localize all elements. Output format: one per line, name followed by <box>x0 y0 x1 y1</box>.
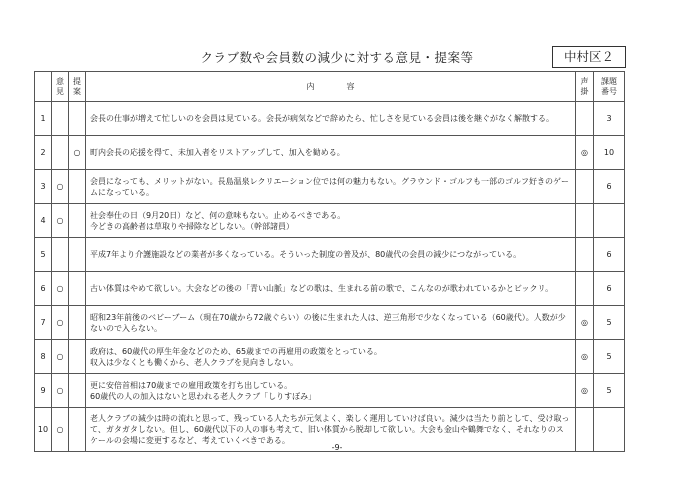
header-content: 内 容 <box>86 72 576 102</box>
header-no <box>35 72 52 102</box>
row-content: 古い体質はやめて欲しい。大会などの後の「青い山脈」などの歌は、生まれる前の歌で、こんなのが歌われているかとビックリ。 <box>86 272 576 306</box>
iken-mark: ○ <box>52 204 69 238</box>
kadai-number: 10 <box>594 136 625 170</box>
header-koekake: 声 掛 <box>576 72 594 102</box>
kadai-number: 6 <box>594 238 625 272</box>
table-row <box>35 374 625 408</box>
table-row <box>35 136 625 170</box>
kadai-number: 5 <box>594 340 625 374</box>
teian-mark <box>69 102 86 136</box>
header-iken: 意 見 <box>52 72 69 102</box>
row-content: 老人クラブの減少は時の流れと思って、残っている人たちが元気よく、楽しく運用していけば良い。減少は当たり前として、受け取って、ガタガタしない。但し、60歳代以下の人の事も考えて、旧い体質から脱却して欲しい。大会も金山や鶴舞でなく、それなりのスケールの会場に変更するなど、考えていくべきである。 <box>86 408 576 452</box>
teian-mark <box>69 204 86 238</box>
teian-mark <box>69 374 86 408</box>
iken-mark <box>52 136 69 170</box>
table-header-row <box>35 72 625 102</box>
koekake-mark: ◎ <box>576 340 594 374</box>
iken-mark: ○ <box>52 306 69 340</box>
table-row <box>35 204 625 238</box>
teian-mark: ○ <box>69 136 86 170</box>
row-number: 10 <box>35 408 52 452</box>
koekake-mark: ◎ <box>576 136 594 170</box>
teian-mark <box>69 306 86 340</box>
table-row <box>35 340 625 374</box>
iken-mark: ○ <box>52 272 69 306</box>
teian-mark <box>69 340 86 374</box>
koekake-mark <box>576 272 594 306</box>
row-content: 会員になっても、メリットがない。長島温泉レクリエーション位では何の魅力もない。グラウンド・ゴルフも一部のゴルフ好きのゲームになっている。 <box>86 170 576 204</box>
kadai-number: 5 <box>594 374 625 408</box>
iken-mark: ○ <box>52 408 69 452</box>
row-number: 1 <box>35 102 52 136</box>
table-row <box>35 238 625 272</box>
table-row <box>35 102 625 136</box>
row-number: 8 <box>35 340 52 374</box>
page-number: -9- <box>331 443 343 452</box>
row-content: 社会奉仕の日（9月20日）など、何の意味もない。止めるべきである。 今どきの高齢者は草取りや掃除などしない。（幹部諸員） <box>86 204 576 238</box>
header-teian: 提 案 <box>69 72 86 102</box>
row-number: 5 <box>35 238 52 272</box>
iken-mark <box>52 238 69 272</box>
koekake-mark: ◎ <box>576 374 594 408</box>
row-number: 9 <box>35 374 52 408</box>
district-label: 中村区２ <box>552 46 626 68</box>
row-content: 会長の仕事が増えて忙しいのを会員は見ている。会長が病気などで辞めたら、忙しさを見ている会員は後を継ぐがなく解散する。 <box>86 102 576 136</box>
iken-mark: ○ <box>52 340 69 374</box>
table-row <box>35 170 625 204</box>
row-content: 平成7年より介護施設などの業者が多くなっている。そういった制度の普及が、80歳代の会員の減少につながっている。 <box>86 238 576 272</box>
row-number: 7 <box>35 306 52 340</box>
kadai-number: 3 <box>594 102 625 136</box>
header-kadai: 課題 番号 <box>594 72 625 102</box>
teian-mark <box>69 272 86 306</box>
row-content: 政府は、60歳代の厚生年金などのため、65歳までの再雇用の政策をとっている。 収入は少なくとも働くから、老人クラブを見向きしない。 <box>86 340 576 374</box>
row-number: 2 <box>35 136 52 170</box>
iken-mark <box>52 102 69 136</box>
opinion-table <box>34 71 625 452</box>
teian-mark <box>69 170 86 204</box>
kadai-number: 5 <box>594 306 625 340</box>
table-row <box>35 272 625 306</box>
row-content: 町内会長の応援を得て、未加入者をリストアップして、加入を勧める。 <box>86 136 576 170</box>
table-row <box>35 306 625 340</box>
row-number: 4 <box>35 204 52 238</box>
kadai-number <box>594 204 625 238</box>
row-number: 3 <box>35 170 52 204</box>
teian-mark <box>69 238 86 272</box>
iken-mark: ○ <box>52 374 69 408</box>
koekake-mark <box>576 170 594 204</box>
row-content: 更に安倍首相は70歳までの雇用政策を打ち出している。 60歳代の人の加入はないと思われる老人クラブ「しりすぼみ」 <box>86 374 576 408</box>
kadai-number: 6 <box>594 272 625 306</box>
page-title: クラブ数や会員数の減少に対する意見・提案等 <box>200 50 474 65</box>
row-content: 昭和23年前後のベビーブーム（現在70歳から72歳ぐらい）の後に生まれた人は、逆三角形で少なくなっている（60歳代）。人数が少ないので入らない。 <box>86 306 576 340</box>
iken-mark: ○ <box>52 170 69 204</box>
kadai-number: 6 <box>594 170 625 204</box>
koekake-mark <box>576 102 594 136</box>
koekake-mark: ◎ <box>576 306 594 340</box>
row-number: 6 <box>35 272 52 306</box>
koekake-mark <box>576 204 594 238</box>
koekake-mark <box>576 238 594 272</box>
